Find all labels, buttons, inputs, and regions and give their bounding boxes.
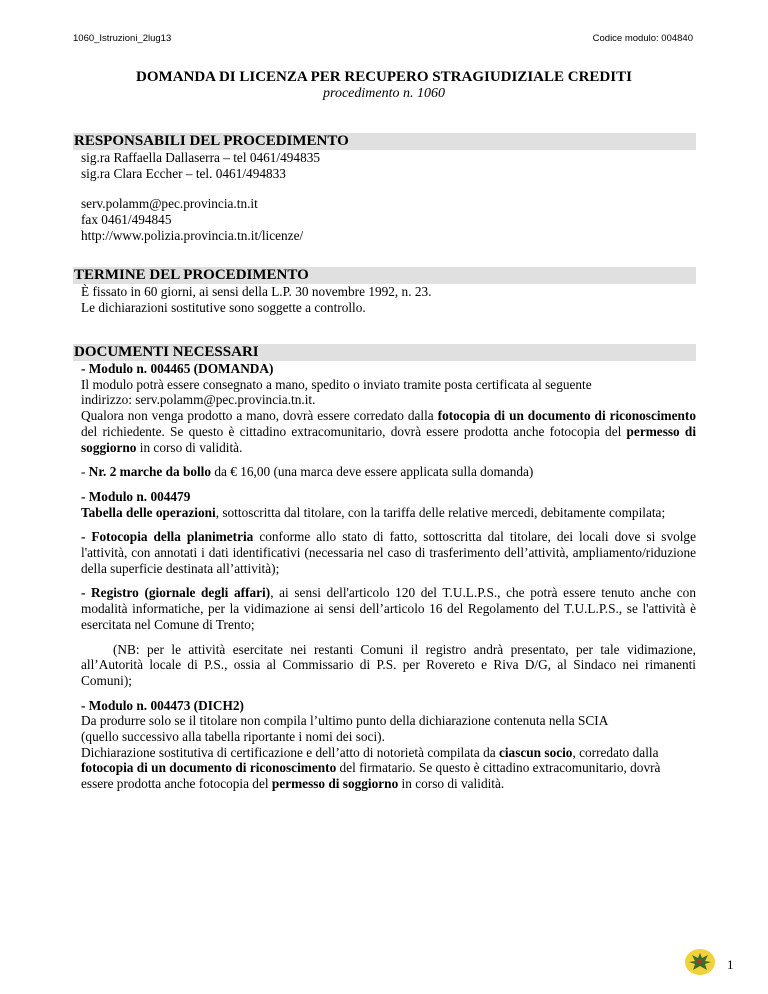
page-number: 1	[727, 957, 734, 972]
province-eagle-logo-icon	[684, 948, 716, 976]
fax-number: fax 0461/494845	[81, 212, 172, 228]
termine-heading: TERMINE DEL PROCEDIMENTO	[73, 267, 696, 284]
doc-6-title: - Modulo n. 004473 (DICH2)	[81, 697, 244, 713]
responsabili-section	[73, 133, 696, 244]
termine-text-2: Le dichiarazioni sostitutive sono soggette a controllo.	[81, 299, 366, 315]
responsabile-1: sig.ra Raffaella Dallaserra – tel 0461/494835	[81, 150, 321, 165]
documenti-section	[73, 344, 696, 792]
doc-1-text-1: Il modulo potrà essere consegnato a mano, spedito o inviato tramite posta certificata al seguente	[81, 376, 592, 392]
termine-text-1: È fissato in 60 giorni, ai sensi della L.P. 30 novembre 1992, n. 23.	[81, 284, 432, 299]
termine-section	[73, 267, 696, 315]
page-subtitle: procedimento n. 1060	[323, 86, 445, 101]
documenti-heading: DOCUMENTI NECESSARI	[73, 344, 696, 361]
file-code-header: 1060_Istruzioni_2lug13	[73, 33, 172, 44]
page-title: DOMANDA DI LICENZA PER RECUPERO STRAGIUDIZIALE CREDITI	[136, 69, 632, 85]
doc-3-text: Tabella delle operazioni, sottoscritta dal titolare, con la tariffa delle relative mercedi, debitamente compilata;	[81, 504, 666, 520]
responsabili-heading: RESPONSABILI DEL PROCEDIMENTO	[73, 133, 696, 150]
pec-email: serv.polamm@pec.provincia.tn.it	[81, 196, 258, 212]
responsabile-2: sig.ra Clara Eccher – tel. 0461/494833	[81, 165, 286, 181]
doc-6-text-1: Da produrre solo se il titolare non compila l’ultimo punto della dichiarazione contenuta nella SCIA	[81, 713, 609, 729]
doc-1-text-2: indirizzo: serv.polamm@pec.provincia.tn.it.	[81, 392, 316, 408]
doc-1-paragraph: Qualora non venga prodotto a mano, dovrà essere corredato dalla fotocopia di un documento di riconoscimento del richiedente. Se questo è cittadino extracomunitario, dovrà essere prodotta anche fotocopia del permesso di soggiorno in corso di validità.	[81, 408, 697, 455]
module-code-header: Codice modulo: 004840	[592, 33, 693, 44]
doc-6-paragraph: Dichiarazione sostitutiva di certificazione e dell’atto di notorietà compilata da ciascun socio, corredato dalla fotocopia di un documento di riconoscimento del firmatario. Se questo è cittadino extracomunitario, dovrà essere prodotta anche fotocopia del permesso di soggiorno in corso di validità.	[81, 744, 661, 792]
doc-2-marche: - Nr. 2 marche da bollo da € 16,00 (una marca deve essere applicata sulla domanda)	[81, 464, 534, 480]
doc-4-planimetria: - Fotocopia della planimetria conforme allo stato di fatto, sottoscritta dal titolare, dei locali dove si svolge l'attività, con annotati i dati identificativi (necessaria nel caso di trasferimento dell’attività, ampliamento/riduzione della superficie destinata all’attività);	[81, 529, 696, 576]
doc-6-text-2: (quello successivo alla tabella riportante i nomi dei soci).	[81, 729, 385, 745]
website-url: http://www.polizia.provincia.tn.it/licenze/	[81, 227, 304, 243]
doc-5-registro: - Registro (giornale degli affari), ai sensi dell'articolo 120 del T.U.L.P.S., che potrà essere tenuto anche con modalità informatiche, per la vidimazione ai sensi dell’articolo 16 del Regolamento del T.U.L.P.S., se l'attività è esercitata nel Comune di Trento;	[81, 585, 696, 632]
doc-1-title: - Modulo n. 004465 (DOMANDA)	[81, 361, 274, 376]
doc-3-title: - Modulo n. 004479	[81, 488, 191, 504]
doc-5-note: (NB: per le attività esercitate nei restanti Comuni il registro andrà presentato, per tale vidimazione, all’Autorità locale di P.S., ossia al Commissario di P.S. per Rovereto e Riva D/G, al Sindaco nei rimanenti Comuni);	[81, 641, 696, 688]
